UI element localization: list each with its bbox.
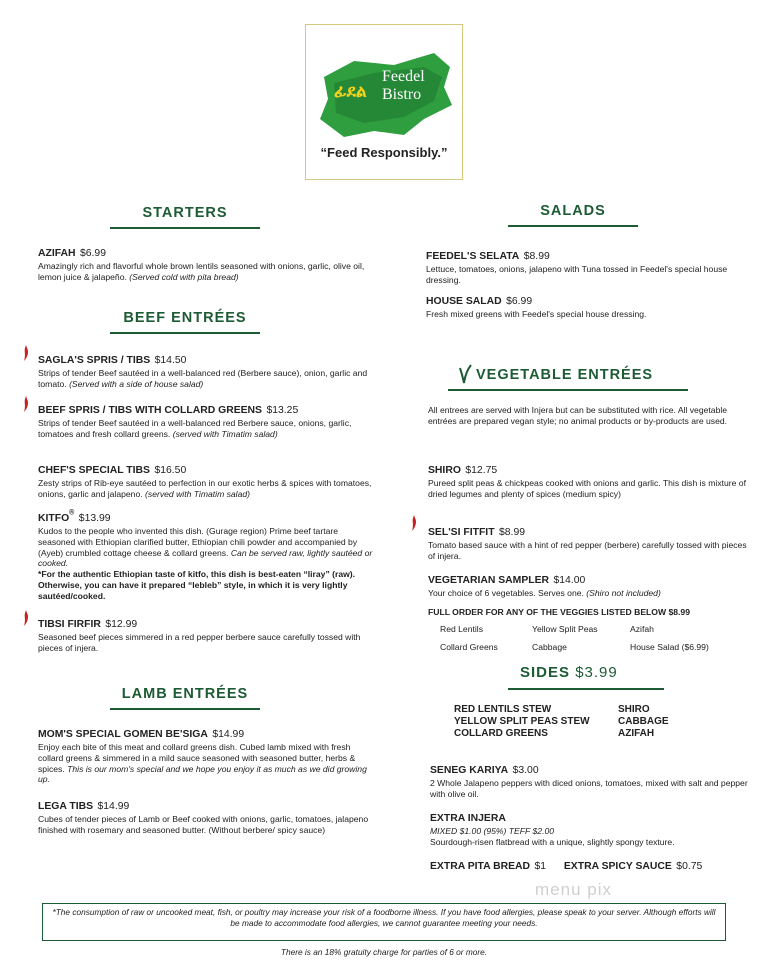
list-item <box>426 246 746 286</box>
item-desc: Tomato based sauce with a hint of red pepper (berbere) carefully tossed with pieces of injera. <box>428 540 747 561</box>
item-desc: Enjoy each bite of this meat and collard greens dish. Cubed lamb mixed with fresh collard greens & simmered in a mild sauce seasoned with seasoned butter, herbs & spices. <box>38 742 356 774</box>
item-price: $0.75 <box>676 861 703 872</box>
sides-heading <box>520 664 660 681</box>
starters-divider <box>110 227 260 229</box>
item-name: EXTRA INJERA <box>430 813 506 824</box>
sides-price: $3.99 <box>575 664 618 681</box>
item-name: SAGLA'S SPRIS / TIBS <box>38 355 151 366</box>
side-item: AZIFAH <box>618 728 655 739</box>
vegetable-title: VEGETABLE ENTRÉES <box>476 367 654 383</box>
item-desc: Sourdough-risen flatbread with a unique, slightly spongy texture. <box>430 836 675 847</box>
veggie-item: Azifah <box>630 624 654 634</box>
list-item <box>38 350 373 390</box>
item-note: (served with Timatim salad) <box>172 428 278 439</box>
item-bold-note: *For the authentic Ethiopian taste of kitfo, this dish is best-eaten “liray” (raw). Otherwise, you can have it prepared “lebleb” style, in which it is very lightly sautéed/cooked. <box>38 569 356 601</box>
item-price: $6.99 <box>79 248 106 259</box>
salads-title: SALADS <box>540 203 606 219</box>
item-price: $16.50 <box>154 465 187 476</box>
list-item <box>38 796 373 836</box>
list-item <box>38 508 373 602</box>
list-item <box>428 522 748 562</box>
list-item <box>428 570 748 599</box>
veggie-item: Yellow Split Peas <box>532 624 598 634</box>
veggie-list <box>440 619 740 655</box>
list-item <box>38 243 373 283</box>
chili-icon <box>22 610 30 626</box>
veggie-item: House Salad ($6.99) <box>630 642 709 652</box>
item-name: TIBSI FIRFIR <box>38 619 101 630</box>
allergy-notice: *The consumption of raw or uncooked meat, fish, or poultry may increase your risk of a foodborne illness. If you have food allergies, please speak to your server. Although efforts will be made to accommodate food allergies, we cannot guarantee meeting your needs. <box>52 907 716 928</box>
item-desc: Cubes of tender pieces of Lamb or Beef cooked with onions, garlic, tomatoes, jalapeno finished with rosemary and seasoned butter. (Without berbere/ spicy sauce) <box>38 814 369 835</box>
item-desc: Fresh mixed greens with Feedel's special house dressing. <box>426 309 647 319</box>
veggie-item: Red Lentils <box>440 624 483 634</box>
svg-text:Bistro: Bistro <box>382 86 422 103</box>
allergy-notice-box <box>42 903 726 941</box>
item-note: MIXED $1.00 (95%) TEFF $2.00 <box>430 826 555 836</box>
side-item: COLLARD GREENS <box>454 728 548 739</box>
chili-icon <box>410 515 418 531</box>
logo-box <box>305 24 463 180</box>
leaf-icon <box>458 364 472 384</box>
item-name: EXTRA SPICY SAUCE <box>563 861 672 872</box>
sides-title: SIDES <box>520 664 571 681</box>
sides-col-2 <box>618 704 718 740</box>
item-desc: Strips of tender Beef sautéed in a well-balanced red (Berbere sauce), onion, garlic and tomato. <box>38 368 368 389</box>
list-item <box>38 614 373 654</box>
item-price: $12.75 <box>465 465 498 476</box>
item-name: AZIFAH <box>38 248 76 259</box>
list-item <box>426 291 746 320</box>
item-price: $13.99 <box>78 513 111 524</box>
list-item <box>428 460 748 500</box>
svg-text:Feedel: Feedel <box>382 68 425 85</box>
item-price: $13.25 <box>266 405 299 416</box>
item-price: $8.99 <box>499 527 526 538</box>
beef-divider <box>110 332 260 334</box>
watermark: menu pix <box>535 880 612 899</box>
item-price: $14.50 <box>154 355 187 366</box>
feedel-bistro-logo <box>314 47 454 139</box>
side-item: RED LENTILS STEW <box>454 704 552 715</box>
item-name: BEEF SPRIS / TIBS WITH COLLARD GREENS <box>38 405 262 416</box>
item-note: (served with Timatim salad) <box>145 488 251 499</box>
item-name: LEGA TIBS <box>38 801 94 812</box>
gratuity-notice: There is an 18% gratuity charge for parties of 6 or more. <box>280 947 488 957</box>
starters-title: STARTERS <box>142 205 228 221</box>
chili-icon <box>22 396 30 412</box>
item-desc: Lettuce, tomatoes, onions, jalapeno with Tuna tossed in Feedel's special house dressing. <box>426 264 728 285</box>
veggie-item: Collard Greens <box>440 642 498 652</box>
list-item <box>430 808 750 848</box>
item-note: This is our mom's special and we hope you enjoy it as much as we did growing up. <box>38 763 367 785</box>
item-note: (Served cold with pita bread) <box>129 271 239 282</box>
item-note: (Shiro not included) <box>586 588 661 598</box>
item-price: $14.99 <box>97 801 130 812</box>
side-item: CABBAGE <box>618 716 669 727</box>
beef-title: BEEF ENTRÉES <box>123 310 247 326</box>
item-name: HOUSE SALAD <box>426 296 502 307</box>
list-item <box>430 760 750 800</box>
list-item <box>38 724 373 785</box>
svg-text:ፊደል: ፊደል <box>334 82 367 102</box>
item-desc: Zesty strips of Rib-eye sautéed to perfection in our exotic herbs & spices with tomatoes, onions, garlic and jalapeno. <box>38 478 372 499</box>
item-desc: Your choice of 6 vegetables. Serves one. <box>428 588 584 598</box>
item-desc: Amazingly rich and flavorful whole brown lentils seasoned with onions, garlic, olive oil, lemon juice & jalapeño. <box>38 261 365 282</box>
item-desc: 2 Whole Jalapeno peppers with diced onions, tomatoes, mixed with salt and pepper with olive oil. <box>430 778 748 799</box>
item-name: SENEG KARIYA <box>430 765 509 776</box>
veggie-item: Cabbage <box>532 642 567 652</box>
vegetable-intro: All entrees are served with Injera but can be substituted with rice. All vegetable entrées are prepared vegan style; no animal products or by-products are used. <box>428 405 728 426</box>
registered-mark: ® <box>69 509 75 517</box>
list-item <box>38 460 373 500</box>
item-desc: Pureed split peas & chickpeas cooked with onions and garlic. This dish is mixture of dried legumes and plenty of spices (medium spicy) <box>428 478 746 499</box>
list-item <box>38 400 373 440</box>
tagline: “Feed Responsibly.” <box>320 145 448 160</box>
sides-divider <box>508 688 664 690</box>
item-desc: Strips of tender Beef sautéed in a well-balanced red Berbere sauce, onions, garlic, tomatoes and fresh collard greens. <box>38 418 352 439</box>
item-price: $1 <box>534 861 547 872</box>
item-name: MOM'S SPECIAL GOMEN BE'SIGA <box>38 729 208 740</box>
item-price: $12.99 <box>105 619 138 630</box>
item-desc: Kudos to the people who invented this dish. (Gurage region) Prime beef tartare seasoned with Ethiopian clarified butter, Ethiopian chili powder and accompanied by (Ayeb) crumbled cottage cheese & collard greens. <box>38 526 358 558</box>
chili-icon <box>22 345 30 361</box>
side-item: YELLOW SPLIT PEAS STEW <box>454 716 590 727</box>
item-name: FEEDEL'S SELATA <box>426 251 520 262</box>
item-note: Can be served raw, lightly sautéed or cooked. <box>38 547 373 569</box>
item-name: VEGETARIAN SAMPLER <box>428 575 550 586</box>
item-price: $6.99 <box>506 296 533 307</box>
vegetable-divider <box>448 389 688 391</box>
item-name: SHIRO <box>428 465 461 476</box>
item-name: SEL'SI FITFIT <box>428 527 495 538</box>
item-price: $8.99 <box>523 251 550 262</box>
sides-col-1 <box>454 704 614 740</box>
item-price: $14.00 <box>553 575 586 586</box>
extras-row <box>430 856 750 874</box>
item-name: CHEF'S SPECIAL TIBS <box>38 465 150 476</box>
salads-divider <box>508 225 638 227</box>
lamb-divider <box>110 708 260 710</box>
item-price: $3.00 <box>512 765 539 776</box>
item-desc: Seasoned beef pieces simmered in a red pepper berbere sauce carefully tossed with pieces of injera. <box>38 632 361 653</box>
full-order-label: FULL ORDER FOR ANY OF THE VEGGIES LISTED BELOW $8.99 <box>428 607 690 617</box>
item-name: EXTRA PITA BREAD <box>430 861 531 872</box>
side-item: SHIRO <box>618 704 650 715</box>
item-price: $14.99 <box>212 729 245 740</box>
item-note: (Served with a side of house salad) <box>69 378 204 389</box>
item-name: KITFO <box>38 513 70 524</box>
lamb-title: LAMB ENTRÉES <box>121 686 249 702</box>
